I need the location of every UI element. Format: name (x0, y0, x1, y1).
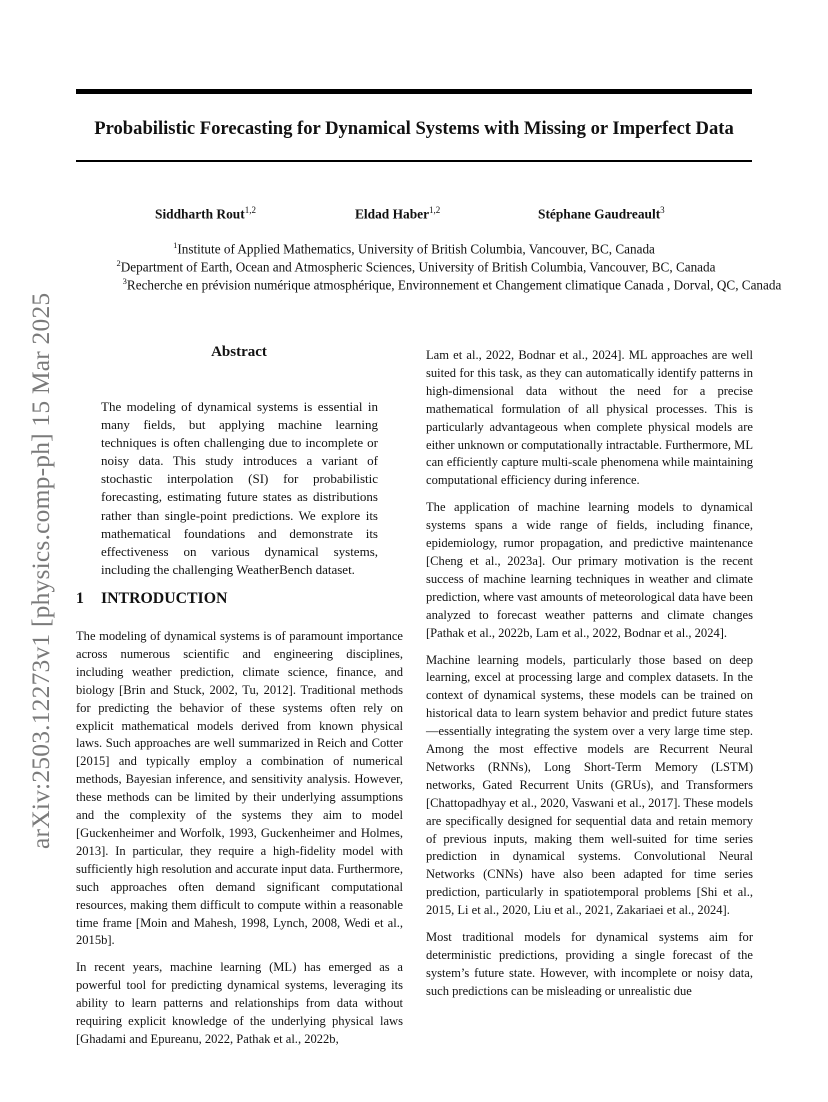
abstract-text: The modeling of dynamical systems is essential in many fields, but applying machine learning techniques is often challenging due to incomplete or noisy data. This study introduces a variant of stochastic interpolation (SI) for probabilistic forecasting, estimating future states as distributions rather than single-point predictions. We explore its mathematical foundations and demonstrate its effectiveness on various dynamical systems, including the challenging WeatherBench dataset. (101, 399, 378, 577)
affiliation-3 (38, 272, 828, 294)
arxiv-identifier-stamp: arXiv:2503.12273v1 [physics.comp-ph] 15 Mar 2025 (26, 292, 55, 849)
author-affiliation-marks: 1,2 (429, 205, 441, 215)
body-paragraph: The application of machine learning models to dynamical systems spans a wide range of fields, including finance, epidemiology, rumor propagation, and predictive maintenance [Cheng et al., 2023a]. Our primary motivation is the recent success of machine learning techniques in weather and climate prediction, where vast amounts of meteorological data have been analyzed to forecast weather patterns and climate changes [Pathak et al., 2022b, Lam et al., 2022, Bodnar et al., 2024]. (426, 500, 753, 640)
body-paragraph: In recent years, machine learning (ML) has emerged as a powerful tool for predicting dynamical systems, leveraging its ability to learn patterns and relationships from data without requiring explicit knowledge of the underlying physical laws [Ghadami and Epureanu, 2022, Pathak et al., 2022b, (76, 960, 403, 1046)
body-paragraph: Lam et al., 2022, Bodnar et al., 2024]. ML approaches are well suited for this task, as they can automatically identify patterns in high-dimensional data without the need for a precise mathematical formulation of all physical processes. This is particularly advantageous when complete physical models are either unknown or computationally intractable. Furthermore, ML can efficiently capture multi-scale phenomena while maintaining computational efficiency during inference. (426, 348, 753, 488)
author-affiliation-marks: 1,2 (244, 205, 256, 215)
author-name: Eldad Haber (355, 206, 430, 222)
body-paragraph: Most traditional models for dynamical systems aim for deterministic predictions, providing a single forecast of the system’s future state. However, with incomplete or noisy data, such predictions can be misleading or unrealistic due (426, 930, 753, 998)
title-bottom-rule (76, 160, 752, 162)
abstract-heading: Abstract (211, 344, 267, 360)
left-column (76, 628, 403, 1058)
section-number: 1 (76, 590, 84, 607)
author-2 (355, 205, 440, 222)
author-1 (155, 205, 256, 222)
title-top-rule (76, 89, 752, 94)
author-name: Stéphane Gaudreault (538, 206, 661, 222)
right-column (426, 347, 753, 1010)
affiliation-mark: 3 (122, 276, 127, 286)
affiliation-mark: 1 (173, 240, 178, 250)
section-heading (76, 590, 227, 608)
affiliation-text: Recherche en prévision numérique atmosphérique, Environnement et Changement climatique Canada , Dorval, QC, Canada (126, 277, 782, 293)
section-title: INTRODUCTION (101, 590, 228, 607)
author-name: Siddharth Rout (155, 206, 245, 222)
affiliation-mark: 2 (116, 258, 121, 268)
body-paragraph: Machine learning models, particularly those based on deep learning, excel at processing large and complex datasets. In the context of dynamical systems, these models can be trained on historical data to learn system behavior and predict future states—essentially integrating the system over a very large time step. Among the most effective models are Recurrent Neural Networks (RNNs), Long Short-Term Memory (LSTM) networks, Gated Recurrent Units (GRUs), and Transformers [Chattopadhyay et al., 2020, Vaswani et al., 2017]. These models are specifically designed for sequential data and retain memory of previous inputs, making them well-suited for time series prediction in dynamical systems. Convolutional Neural Networks (CNNs) have also been adapted for time series prediction, particularly in spatiotemporal problems [Shi et al., 2015, Li et al., 2020, Liu et al., 2021, Zakariaei et al., 2024]. (426, 652, 753, 918)
affiliation-text: Department of Earth, Ocean and Atmospheric Sciences, University of British Columbia, Vancouver, BC, Canada (120, 259, 716, 275)
body-paragraph: The modeling of dynamical systems is of paramount importance across numerous scientific and engineering disciplines, including weather prediction, climate science, finance, and biology [Brin and Stuck, 2002, Tu, 2012]. Traditional methods for predicting the behavior of these systems often rely on explicit mathematical models derived from known physical laws. Such approaches are well summarized in Reich and Cotter [2015] and typically employ a combination of numerical methods, Bayesian inference, and sensitivity analysis. However, these methods can be limited by their underlying assumptions and the complexity of the systems they aim to model [Guckenheimer and Worfolk, 1993, Guckenheimer and Holmes, 2013]. In particular, they require a high-fidelity model with sufficiently high resolution and accurate input data. Furthermore, such approaches often demand significant computational resources, making them difficult to compute within a reasonable time frame [Moin and Mahesh, 1998, Lynch, 2008, Wedi et al., 2015b]. (76, 629, 403, 948)
paper-title: Probabilistic Forecasting for Dynamical Systems with Missing or Imperfect Data (94, 118, 734, 139)
author-3 (538, 205, 665, 222)
affiliation-text: Institute of Applied Mathematics, University of British Columbia, Vancouver, BC, Canada (177, 241, 655, 257)
author-affiliation-marks: 3 (660, 205, 665, 215)
